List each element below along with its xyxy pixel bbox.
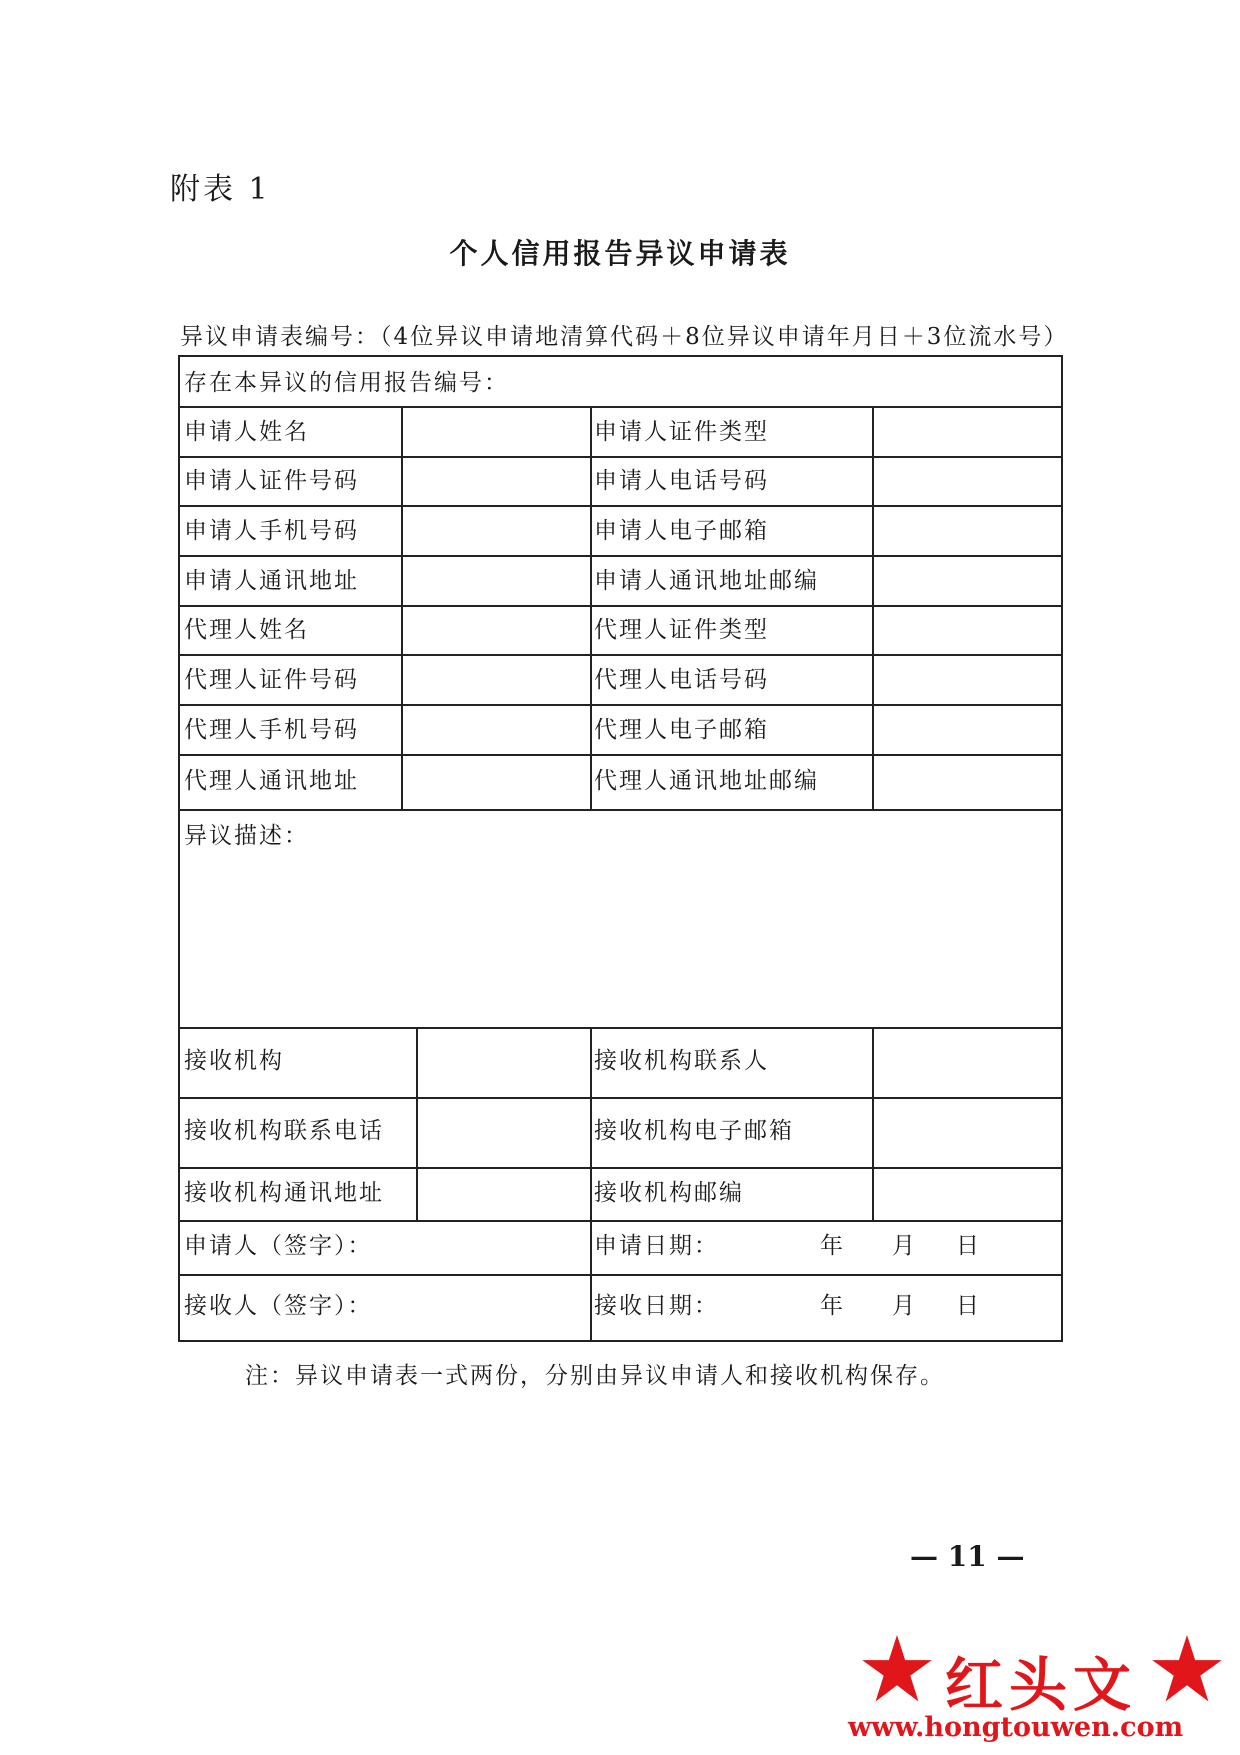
field-label: 申请人通讯地址邮编 [594, 568, 819, 594]
serial-number-label: 异议申请表编号：（4位异议申请地清算代码＋8位异议申请年月日＋3位流水号） [180, 324, 1069, 350]
credit-report-number-label: 存在本异议的信用报告编号： [184, 370, 509, 396]
column-divider [401, 406, 403, 809]
year-label: 年 [820, 1293, 845, 1319]
receipt-date-label: 接收日期： [594, 1293, 719, 1319]
watermark-url: www.hongtouwen.com [848, 1712, 1184, 1743]
dispute-description-label: 异议描述： [184, 823, 309, 849]
day-label: 日 [956, 1293, 981, 1319]
row-divider [180, 1220, 1061, 1222]
row-divider [180, 505, 1061, 507]
receiver-signature-label: 接收人（签字）： [184, 1293, 373, 1319]
field-label: 申请人证件类型 [594, 419, 769, 445]
field-label: 接收机构邮编 [594, 1180, 744, 1206]
field-label: 接收机构电子邮箱 [594, 1118, 794, 1144]
field-label: 接收机构通讯地址 [184, 1180, 384, 1206]
row-divider [180, 456, 1061, 458]
row-divider [180, 605, 1061, 607]
form-title: 个人信用报告异议申请表 [449, 237, 791, 270]
column-divider [590, 406, 592, 809]
month-label: 月 [892, 1233, 917, 1259]
star-icon [1150, 1632, 1224, 1706]
field-label: 申请人证件号码 [184, 468, 359, 494]
field-label: 代理人证件号码 [184, 667, 359, 693]
month-label: 月 [892, 1293, 917, 1319]
row-divider [180, 406, 1061, 408]
row-divider [180, 654, 1061, 656]
field-label: 接收机构 [184, 1048, 284, 1074]
column-divider [590, 1027, 592, 1342]
row-divider [180, 555, 1061, 557]
field-label: 代理人证件类型 [594, 617, 769, 643]
field-label: 申请人通讯地址 [184, 568, 359, 594]
row-divider [180, 754, 1061, 756]
column-divider [416, 1027, 418, 1220]
field-label: 申请人手机号码 [184, 518, 359, 544]
row-divider [180, 704, 1061, 706]
row-divider [180, 1027, 1061, 1029]
row-divider [180, 1097, 1061, 1099]
field-label: 代理人手机号码 [184, 717, 359, 743]
field-label: 代理人电话号码 [594, 667, 769, 693]
column-divider [872, 406, 874, 809]
field-label: 申请人姓名 [184, 419, 309, 445]
page-number: — 11 — [910, 1540, 1025, 1573]
field-label: 代理人通讯地址邮编 [594, 768, 819, 794]
application-date-label: 申请日期： [594, 1233, 719, 1259]
watermark-title: 红头文 [945, 1651, 1138, 1719]
field-label: 代理人姓名 [184, 617, 309, 643]
star-icon [860, 1632, 934, 1706]
year-label: 年 [820, 1233, 845, 1259]
field-label: 代理人电子邮箱 [594, 717, 769, 743]
row-divider [180, 1274, 1061, 1276]
column-divider [872, 1027, 874, 1220]
field-label: 申请人电子邮箱 [594, 518, 769, 544]
applicant-signature-label: 申请人（签字）： [184, 1233, 373, 1259]
row-divider [180, 1167, 1061, 1169]
application-form-table [178, 355, 1063, 1342]
field-label: 接收机构联系人 [594, 1048, 769, 1074]
day-label: 日 [956, 1233, 981, 1259]
field-label: 申请人电话号码 [594, 468, 769, 494]
field-label: 代理人通讯地址 [184, 768, 359, 794]
row-divider [180, 809, 1061, 811]
form-note: 注：异议申请表一式两份，分别由异议申请人和接收机构保存。 [245, 1363, 945, 1389]
attachment-label: 附表 1 [170, 172, 271, 207]
field-label: 接收机构联系电话 [184, 1118, 384, 1144]
